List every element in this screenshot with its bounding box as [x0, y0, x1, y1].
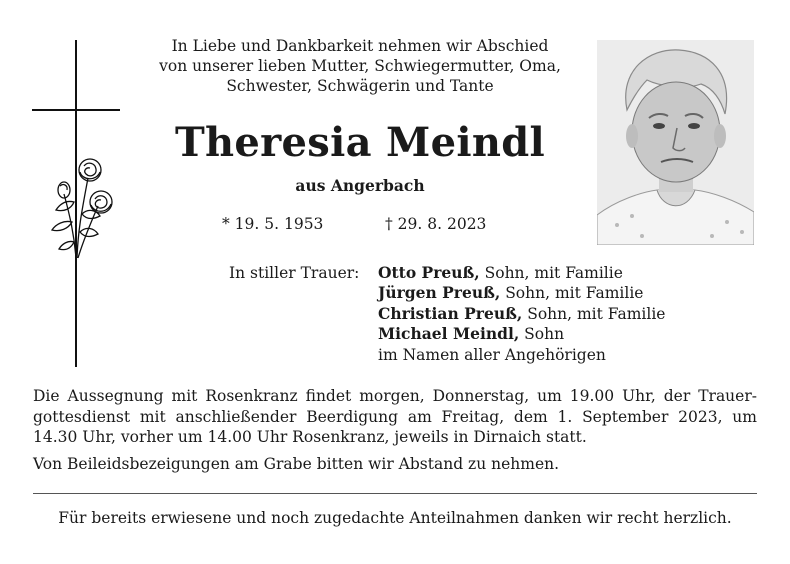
mourner-relation: Sohn, mit Familie [500, 284, 644, 303]
condolence-note: Von Beileidsbezeigungen am Grabe bitten wir Abstand zu nehmen. [33, 454, 560, 473]
birth-date: * 19. 5. 1953 [222, 215, 324, 233]
mourner-name: Jürgen Preuß, [378, 283, 501, 303]
mourner-name: Michael Meindl, [378, 324, 520, 344]
mourning-label: In stiller Trauer: [229, 264, 360, 282]
mourner-entry [378, 324, 665, 344]
mourner-name: Otto Preuß, [378, 263, 480, 282]
mourner-relation: im Namen aller Angehörigen [378, 345, 606, 364]
mourner-relation: Sohn, mit Familie [479, 264, 623, 282]
portrait-photo [597, 40, 754, 245]
mourner-entry [378, 263, 665, 283]
divider [33, 493, 757, 494]
intro-line: von unserer lieben Mutter, Schwiegermutter, Oma, [159, 57, 561, 75]
intro-line: Schwester, Schwägerin und Tante [226, 77, 494, 95]
mourner-entry [378, 304, 665, 324]
ceremony-details [33, 386, 757, 474]
portrait-image [597, 40, 754, 245]
mourners-list [378, 263, 665, 365]
mourner-relation: Sohn, mit Familie [522, 304, 666, 323]
cross-horizontal-bar [32, 109, 120, 111]
death-date: † 29. 8. 2023 [385, 215, 487, 233]
intro-line: In Liebe und Dankbarkeit nehmen wir Abschied [171, 37, 549, 55]
thanks-text: Für bereits erwiesene und noch zugedachte Anteilnahmen danken wir recht herzlich. [58, 509, 732, 527]
deceased-place: aus Angerbach [295, 176, 425, 195]
mourner-entry [378, 345, 665, 365]
mourner-entry [378, 283, 665, 303]
mourner-name: Christian Preuß, [378, 303, 523, 323]
deceased-name: Theresia Meindl [174, 119, 546, 166]
roses-icon [44, 150, 120, 260]
mourner-relation: Sohn [519, 325, 565, 344]
intro-text [120, 36, 600, 96]
ceremony-paragraph: Die Aussegnung mit Rosenkranz findet morgen, Donnerstag, um 19.00 Uhr, der Trauer-gottesdienst mit anschließender Beerdigung am Freitag, dem 1. September 2023, um 14.30 Uhr, vorher um 14.00 Uhr Rosenkranz, jeweils in Dirnaich statt. [33, 387, 757, 446]
